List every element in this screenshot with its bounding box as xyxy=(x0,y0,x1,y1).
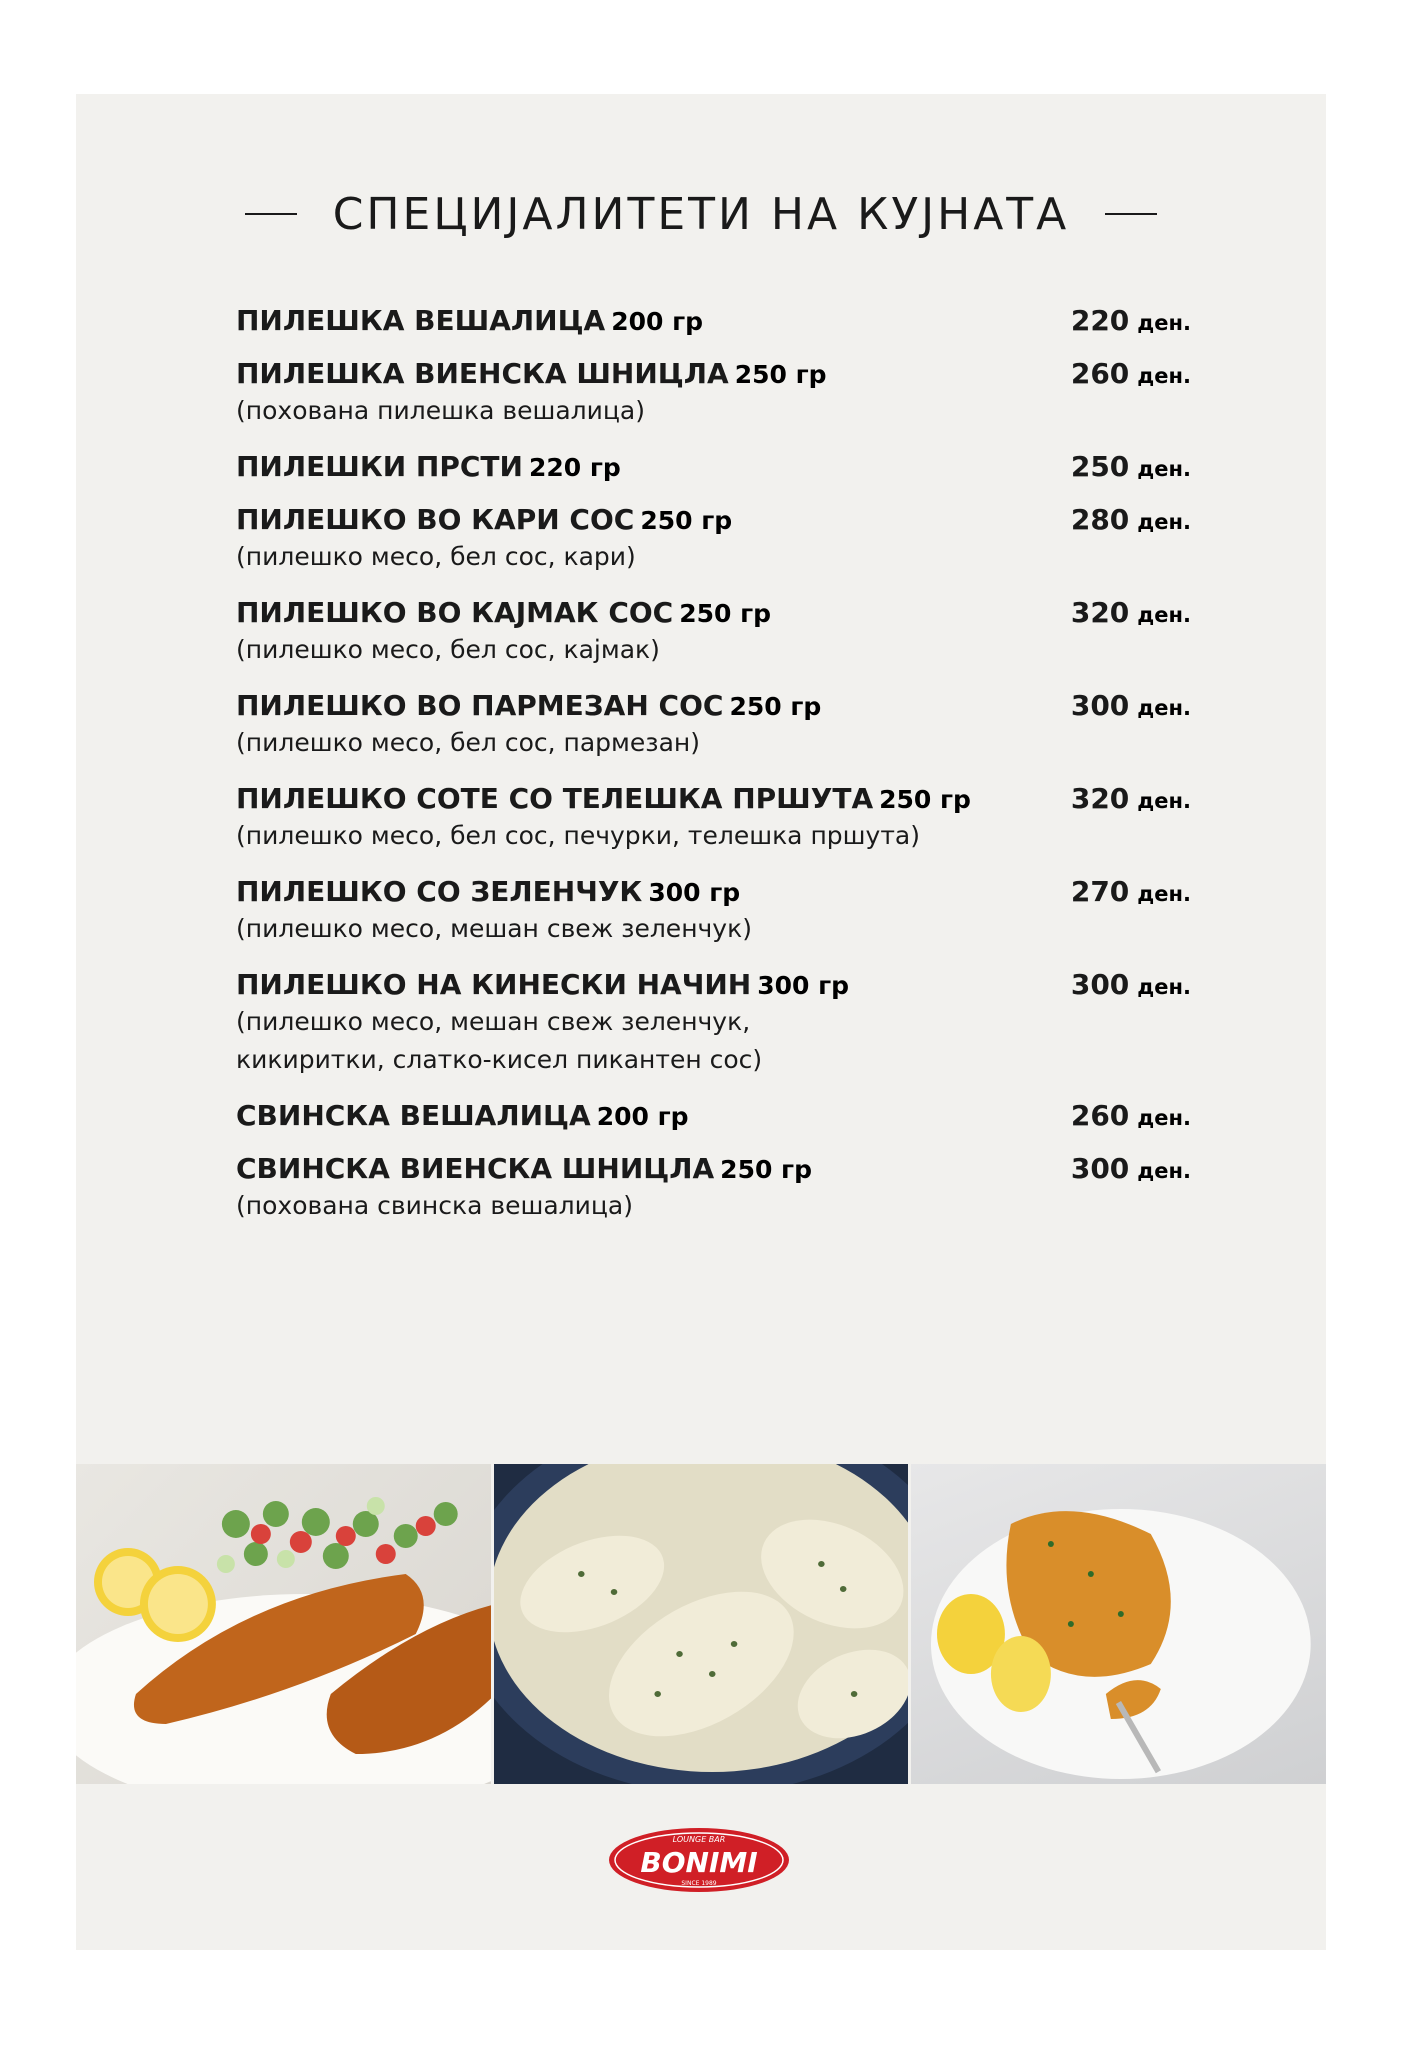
item-currency: ден. xyxy=(1137,603,1191,627)
menu-item xyxy=(236,596,1191,669)
item-description: (пилешко месо, бел сос, кајмак) xyxy=(236,635,660,664)
menu-heading: СПЕЦИЈАЛИТЕТИ НА КУЈНАТА xyxy=(332,188,1070,240)
item-currency: ден. xyxy=(1137,457,1191,481)
item-price: 250 xyxy=(1070,450,1130,483)
item-name: ПИЛЕШКИ ПРСТИ xyxy=(236,450,523,483)
item-name: ПИЛЕШКО ВО КАРИ СОС xyxy=(236,503,635,536)
item-price: 260 xyxy=(1070,1099,1130,1132)
item-name: СВИНСКА ВЕШАЛИЦА xyxy=(236,1099,591,1132)
item-name: СВИНСКА ВИЕНСКА ШНИЦЛА xyxy=(236,1152,715,1185)
item-price: 320 xyxy=(1070,782,1130,815)
photo-schnitzel xyxy=(908,1464,1326,1784)
item-currency: ден. xyxy=(1137,882,1191,906)
item-weight: 250 гр xyxy=(679,599,772,628)
item-description: (пилешко месо, бел сос, кари) xyxy=(236,542,636,571)
photo-chicken-cream-sauce xyxy=(491,1464,909,1784)
item-weight: 200 гр xyxy=(596,1102,689,1131)
item-description-line2: кикиритки, слатко-кисел пикантен сос) xyxy=(236,1045,763,1074)
menu-item xyxy=(236,1099,1191,1132)
menu-item xyxy=(236,450,1191,483)
menu-item xyxy=(236,357,1191,430)
item-currency: ден. xyxy=(1137,311,1191,335)
menu-item xyxy=(236,968,1191,1079)
menu-item xyxy=(236,782,1191,855)
item-description: (пилешко месо, бел сос, печурки, телешка пршута) xyxy=(236,821,920,850)
item-name: ПИЛЕШКО СОТЕ СО ТЕЛЕШКА ПРШУТА xyxy=(236,782,874,815)
item-description: (похована свинска вешалица) xyxy=(236,1191,633,1220)
item-name: ПИЛЕШКО СО ЗЕЛЕНЧУК xyxy=(236,875,643,908)
item-name: ПИЛЕШКО НА КИНЕСКИ НАЧИН xyxy=(236,968,752,1001)
item-currency: ден. xyxy=(1137,1159,1191,1183)
item-price: 300 xyxy=(1070,1152,1130,1185)
menu-items xyxy=(236,304,1191,1245)
item-name: ПИЛЕШКО ВО ПАРМЕЗАН СОС xyxy=(236,689,724,722)
item-price: 300 xyxy=(1070,968,1130,1001)
item-description: (пилешко месо, бел сос, пармезан) xyxy=(236,728,700,757)
item-weight: 220 гр xyxy=(528,453,621,482)
item-name: ПИЛЕШКО ВО КАЈМАК СОС xyxy=(236,596,674,629)
item-weight: 250 гр xyxy=(640,506,733,535)
item-currency: ден. xyxy=(1137,1106,1191,1130)
heading-dash-left xyxy=(245,213,297,215)
bonimi-logo xyxy=(606,1812,792,1908)
item-name: ПИЛЕШКА ВИЕНСКА ШНИЦЛА xyxy=(236,357,729,390)
heading-dash-right xyxy=(1105,213,1157,215)
item-price: 220 xyxy=(1070,304,1130,337)
logo-tagline: LOUNGE BAR xyxy=(672,1835,726,1844)
food-photo-strip xyxy=(76,1464,1326,1784)
item-weight: 250 гр xyxy=(720,1155,813,1184)
item-price: 320 xyxy=(1070,596,1130,629)
photo-chicken-fingers xyxy=(76,1464,491,1784)
item-weight: 300 гр xyxy=(757,971,850,1000)
item-weight: 250 гр xyxy=(879,785,971,814)
menu-item xyxy=(236,875,1191,948)
item-weight: 250 гр xyxy=(734,360,827,389)
menu-item xyxy=(236,689,1191,762)
item-description: (пилешко месо, мешан свеж зеленчук, xyxy=(236,1007,751,1036)
item-description: (пилешко месо, мешан свеж зеленчук) xyxy=(236,914,752,943)
item-currency: ден. xyxy=(1137,696,1191,720)
item-currency: ден. xyxy=(1137,975,1191,999)
logo-since: SINCE 1989 xyxy=(681,1880,717,1887)
menu-item xyxy=(236,1152,1191,1225)
item-description: (похована пилешка вешалица) xyxy=(236,396,645,425)
item-weight: 300 гр xyxy=(648,878,741,907)
menu-page xyxy=(76,94,1326,1950)
item-price: 300 xyxy=(1070,689,1130,722)
item-currency: ден. xyxy=(1137,364,1191,388)
logo-name: BONIMI xyxy=(640,1846,758,1879)
item-price: 260 xyxy=(1070,357,1130,390)
menu-item xyxy=(236,304,1191,337)
item-price: 280 xyxy=(1070,503,1130,536)
item-name: ПИЛЕШКА ВЕШАЛИЦА xyxy=(236,304,606,337)
item-weight: 200 гр xyxy=(611,307,704,336)
item-currency: ден. xyxy=(1137,510,1191,534)
item-weight: 250 гр xyxy=(729,692,822,721)
heading-row xyxy=(76,184,1326,244)
item-currency: ден. xyxy=(1137,789,1191,813)
item-price: 270 xyxy=(1070,875,1130,908)
menu-item xyxy=(236,503,1191,576)
